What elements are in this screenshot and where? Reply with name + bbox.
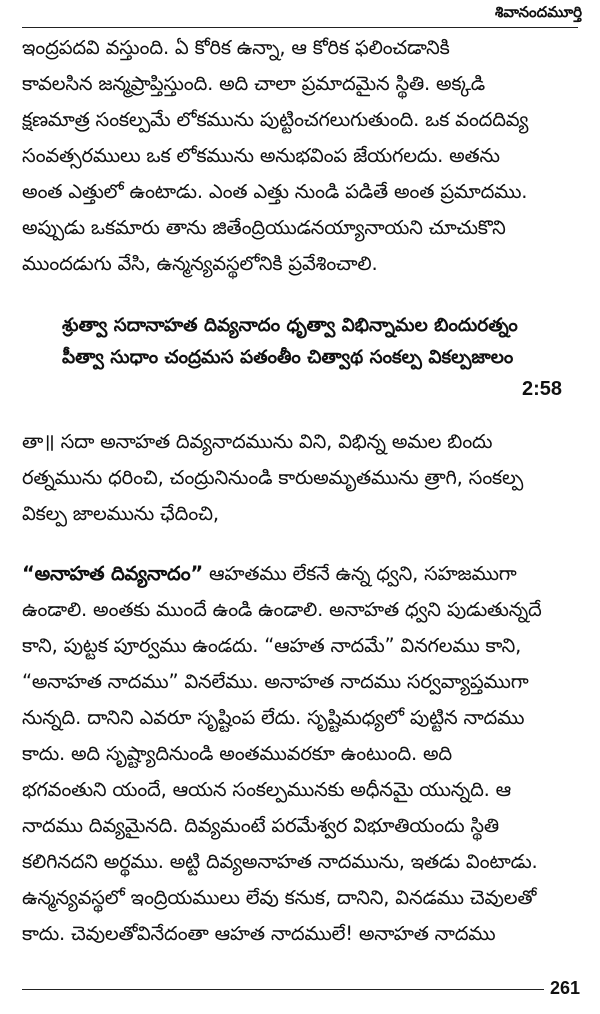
text-line: రత్నమును ధరించి, చంద్రునినుండి కారుఅమృతమును త్రాగి, సంకల్ప — [22, 466, 524, 489]
verse-number: 2:58 — [521, 378, 562, 400]
footer-rule — [22, 989, 544, 990]
text-line: తా॥ సదా అనాహత దివ్యనాదమును విని, విభిన్న అమల బిందు — [22, 430, 493, 453]
text-line: భగవంతుని యందే, ఆయన సంకల్పమునకు అధీనమై యున్నది. ఆ — [22, 778, 512, 801]
text-line: అంత ఎత్తులో ఉంటాడు. ఎంత ఎత్తు నుండి పడితే అంత ప్రమాదము. — [22, 180, 528, 203]
text-line: క్షణమాత్ర సంకల్పమే లోకమును పుట్టించగలుగుతుంది. ఒక వందదివ్య — [22, 108, 529, 131]
text-line: కాదు. అది సృష్ట్యాదినుండి అంతమువరకూ ఉంటుంది. అది — [22, 742, 452, 765]
text-line: సంవత్సరములు ఒక లోకమును అనుభవింప జేయగలదు. అతను — [22, 144, 500, 167]
verse-line: పీత్వా సుధాం చంద్రమస పతంతీం చిత్వాథ సంకల్ప వికల్పజాలం — [62, 347, 514, 368]
page-number: 261 — [549, 978, 580, 998]
text-line: కాని, పుట్టక పూర్వము ఉండదు. “ఆహత నాదమే” వినగలము కాని, — [22, 634, 522, 657]
text-line: నున్నది. దానిని ఎవరూ సృష్టింప లేదు. సృష్టిమధ్యలో పుట్టిన నాదము — [22, 706, 525, 729]
verse-line: శ్రుత్వా సదానాహత దివ్యనాదం ధృత్వా విభిన్నామల బిందురత్నం — [62, 315, 518, 336]
text-line: నాదము దివ్యమైనది. దివ్యమంటే పరమేశ్వర విభూతియందు స్థితి — [22, 814, 499, 837]
text-line: కలిగినదని అర్థము. అట్టి దివ్యఅనాహత నాదమును, ఇతడు వింటాడు. — [22, 850, 538, 873]
running-header-title: శివానందమూర్తి — [494, 3, 582, 21]
text-line: ఇంద్రపదవి వస్తుంది. ఏ కోరిక ఉన్నా, ఆ కోరిక ఫలించడానికి — [22, 36, 450, 59]
text-line: కాదు. చెవులతోవినేదంతా ఆహత నాదములే! అనాహత నాదము — [22, 922, 496, 945]
bold-phrase: “అనాహత దివ్యనాదం” — [22, 562, 204, 585]
text-line: ఉండాలి. అంతకు ముందే ఉండి ఉండాలి. అనాహత ధ్వని పుడుతున్నదే — [22, 598, 542, 621]
text-line: ముందడుగు వేసి, ఉన్మన్యవస్థలోనికి ప్రవేశించాలి. — [22, 252, 378, 275]
text-line — [22, 562, 517, 586]
text-line: వికల్ప జాలమును ఛేదించి, — [22, 502, 219, 525]
text-line: కావలసిన జన్మప్రాప్తిస్తుంది. అది చాలా ప్రమాదమైన స్థితి. అక్కడి — [22, 72, 486, 95]
text-line: ఉన్మన్యవస్థలో ఇంద్రియములు లేవు కనుక, దానిని, వినడము చెవులతో — [22, 886, 537, 909]
text-span: ఆహతము లేకనే ఉన్న ధ్వని, సహజముగా — [203, 562, 517, 585]
text-line: అప్పుడు ఒకమారు తాను జితేంద్రియుడనయ్యానాయని చూచుకొని — [22, 216, 506, 239]
text-line: “అనాహత నాదము” వినలేము. అనాహత నాదము సర్వవ్యాప్తముగా — [22, 670, 529, 693]
header-rule — [22, 27, 578, 28]
